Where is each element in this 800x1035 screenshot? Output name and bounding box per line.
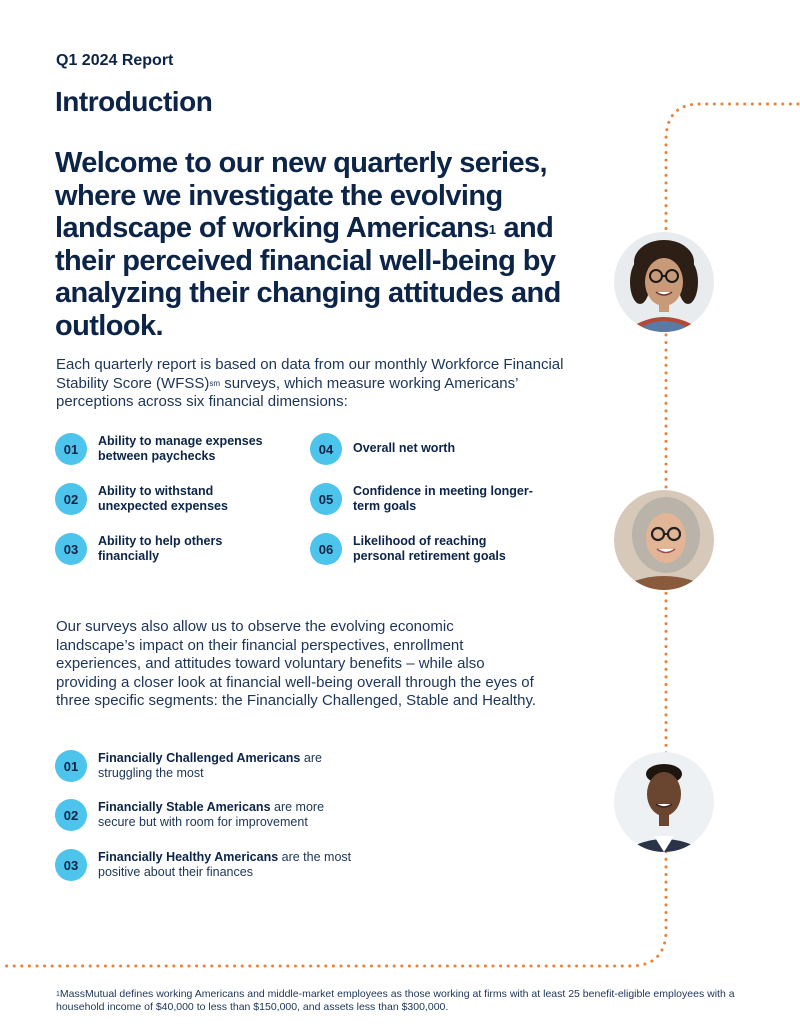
dimension-label: Confidence in meeting longer-term goals (353, 483, 533, 513)
number-badge: 01 (55, 750, 87, 782)
number-badge: 03 (55, 533, 87, 565)
number-badge: 02 (55, 483, 87, 515)
number-badge: 03 (55, 849, 87, 881)
number-badge: 02 (55, 799, 87, 831)
section-title: Introduction (55, 86, 213, 117)
portrait-man-glasses-icon (614, 232, 714, 332)
portrait-man-suit-icon (614, 752, 714, 852)
number-badge: 05 (310, 483, 342, 515)
report-label: Q1 2024 Report (56, 52, 174, 69)
number-badge: 01 (55, 433, 87, 465)
dimension-label: Likelihood of reaching personal retirement goals (353, 533, 506, 563)
headline-footnote-ref[interactable]: 1 (488, 222, 497, 237)
portrait-woman-glasses-icon (614, 490, 714, 590)
number-badge: 06 (310, 533, 342, 565)
dimension-label: Ability to withstand unexpected expenses (98, 483, 228, 513)
footnote: $^1$MassMutual defines working Americans and middle-market employees as those working at firms with at least 25 benefit-eligible employees with a household income of $40,000 to less than $150,000, and assets less than $300,000. (56, 988, 735, 1013)
dimension-label: Ability to manage expenses between paychecks (98, 433, 263, 463)
segment-label: Financially Healthy Americans are the most positive about their finances (98, 849, 352, 879)
avatar (614, 752, 714, 852)
avatar (614, 490, 714, 590)
dimension-label: Overall net worth (353, 441, 456, 456)
segment-label: Financially Stable Americans are more secure but with room for improvement (98, 799, 325, 829)
avatar (614, 232, 714, 332)
segment-label: Financially Challenged Americans are struggling the most (98, 750, 322, 780)
intro-paragraph: Each quarterly report is based on data from our monthly Workforce Financial Stability Score (WFSS)$^{sm}$ surveys, which measure working Americans’ perceptions across six financial dimensions: (56, 356, 564, 410)
segments-paragraph: Our surveys also allow us to observe the evolving economic landscape’s impact on their financial perspectives, enrollment experiences, and attitudes toward voluntary benefits – while also providing a closer look at financial well-being overall through the eyes of three specific segments: the Financially Challenged, Stable and Healthy. (56, 618, 536, 709)
dimension-label: Ability to help others financially (98, 533, 223, 563)
number-badge: 04 (310, 433, 342, 465)
headline: Welcome to our new quarterly series, where we investigate the evolving landscape of working Americans$^1$ and their perceived financial well-being by analyzing their changing attitudes and outlook. (55, 147, 561, 342)
